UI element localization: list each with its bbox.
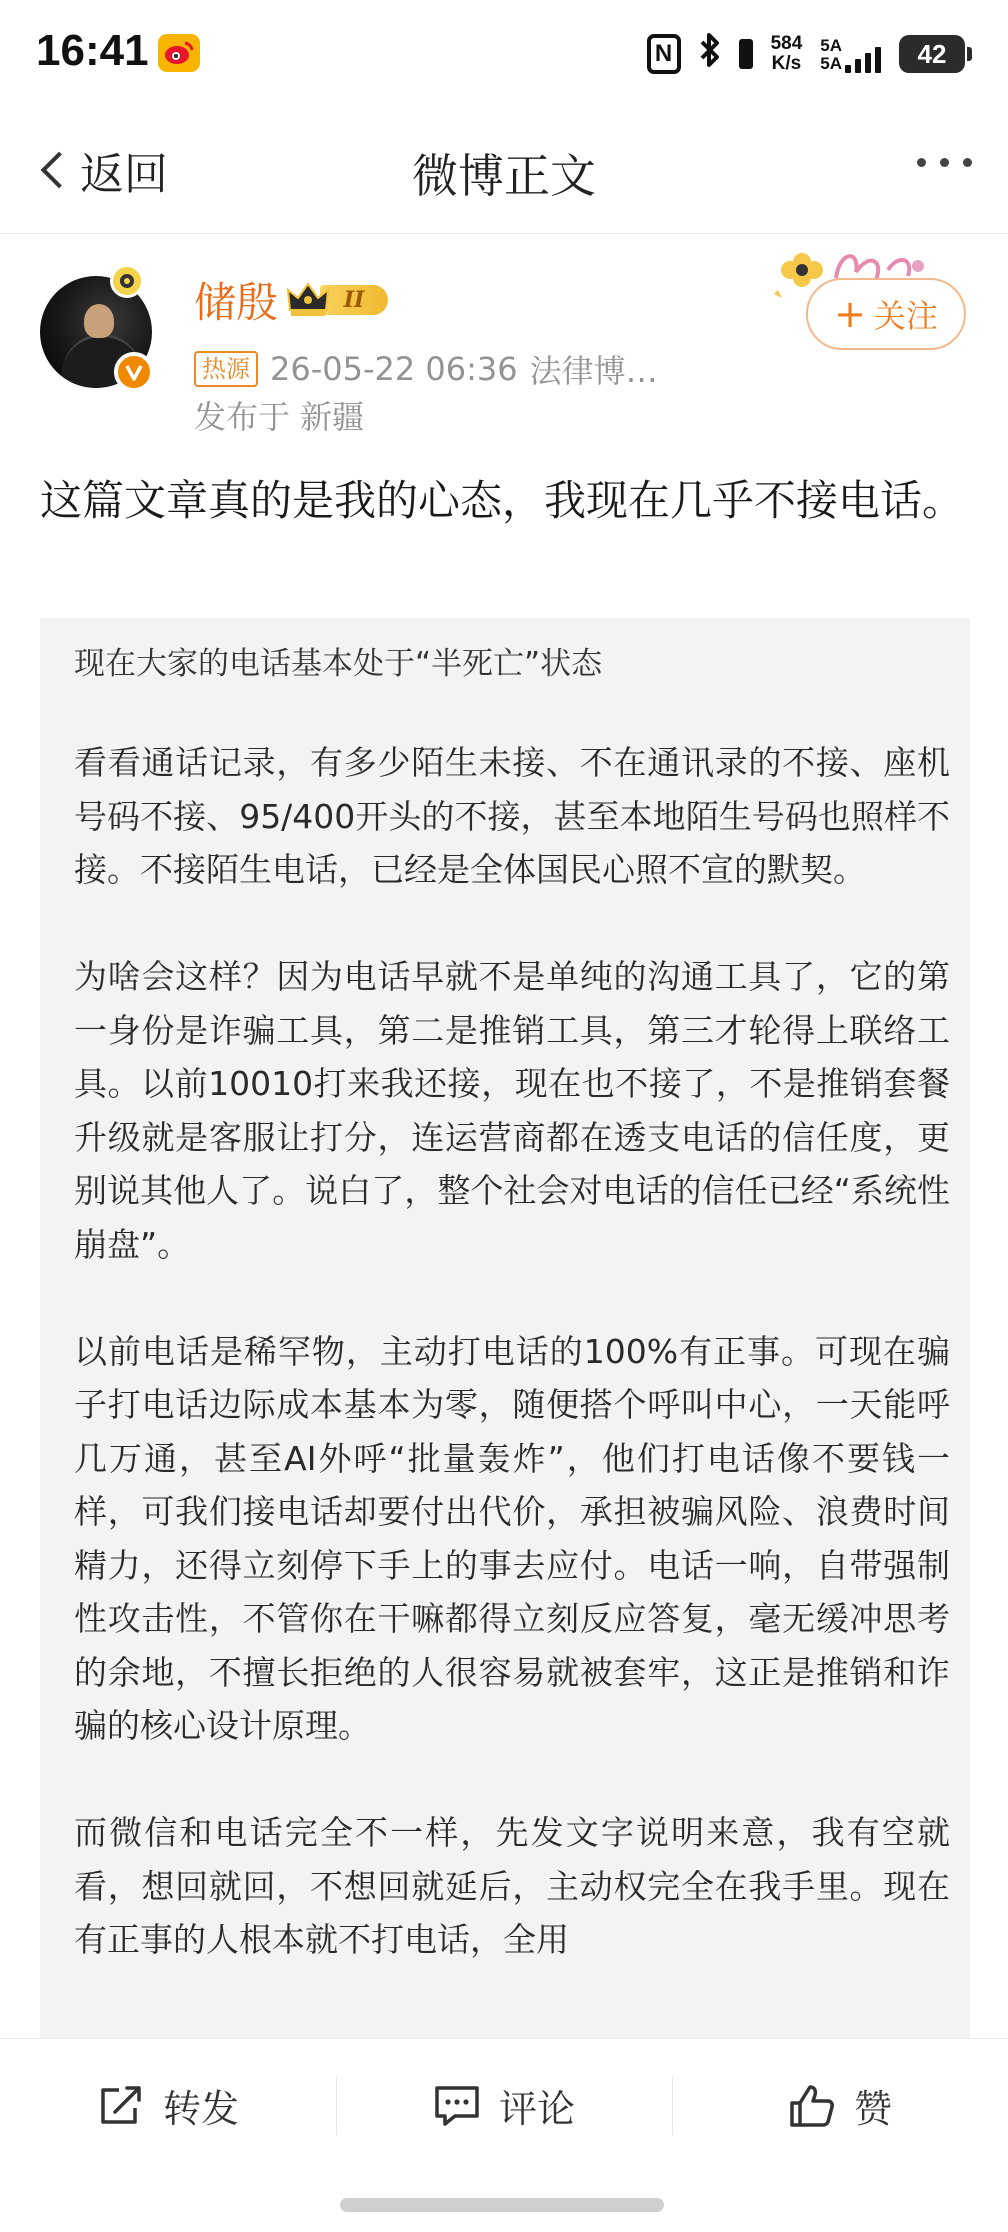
article-image[interactable] bbox=[40, 618, 970, 2038]
article-body bbox=[74, 736, 950, 2020]
comment-icon bbox=[433, 2084, 481, 2128]
follow-button[interactable] bbox=[806, 278, 966, 350]
member-level: II bbox=[320, 285, 388, 315]
crown-icon bbox=[286, 280, 330, 320]
status-icons bbox=[647, 30, 972, 78]
like-label: 赞 bbox=[853, 2087, 892, 2131]
nav-bar bbox=[0, 110, 1008, 234]
article-paragraph: 以前电话是稀罕物，主动打电话的100%有正事。可现在骗子打电话边际成本基本为零，随便搭个呼叫中心，一天能呼几万通，甚至AI外呼“批量轰炸”，他们打电话像不要钱一样，可我们接电话却要付出代价，承担被骗风险、浪费时间精力，还得立刻停下手上的事去应付。电话一响，自带强制性攻击性，不管你在干嘛都得立刻反应答复，毫无缓冲思考的余地，不擅长拒绝的人很容易就被套牢，这正是推销和诈骗的核心设计原理。 bbox=[74, 1331, 950, 1745]
like-button[interactable] bbox=[672, 2039, 1008, 2172]
page-title: 微博正文 bbox=[412, 149, 596, 203]
battery-level: 42 bbox=[899, 35, 965, 73]
comment-label: 评论 bbox=[498, 2087, 575, 2131]
sim2-label: 5A bbox=[820, 54, 842, 73]
battery-saver-icon bbox=[739, 39, 753, 69]
battery-icon bbox=[899, 35, 972, 73]
follow-label: 关注 bbox=[873, 297, 938, 335]
post-location: 发布于 新疆 bbox=[194, 398, 365, 436]
back-button[interactable] bbox=[36, 140, 168, 200]
member-badge[interactable] bbox=[286, 280, 398, 320]
back-label: 返回 bbox=[80, 149, 168, 200]
sim1-label: 5A bbox=[820, 36, 842, 55]
weibo-notification-icon bbox=[158, 34, 200, 72]
post-source: 法律博… bbox=[529, 352, 658, 390]
repost-button[interactable] bbox=[0, 2039, 336, 2172]
more-dots-icon bbox=[917, 158, 926, 167]
net-speed-value: 584 bbox=[770, 33, 803, 54]
avatar-pendant-icon bbox=[110, 264, 144, 298]
article-headline: 现在大家的电话基本处于“半死亡”状态 bbox=[74, 646, 603, 682]
repost-icon bbox=[97, 2084, 145, 2128]
net-speed-unit: K/s bbox=[771, 53, 802, 74]
nfc-icon: N bbox=[647, 34, 681, 74]
article-paragraph: 看看通话记录，有多少陌生未接、不在通讯录的不接、座机号码不接、95/400开头的不接，甚至本地陌生号码也照样不接。不接陌生电话，已经是全体国民心照不宣的默契。 bbox=[74, 743, 950, 889]
status-time: 16:41 bbox=[36, 26, 149, 75]
post-timestamp: 26-05-22 06:36 bbox=[270, 350, 518, 388]
hot-source-tag[interactable]: 热源 bbox=[194, 351, 258, 387]
comment-button[interactable] bbox=[336, 2039, 672, 2172]
post-text: 这篇文章真的是我的心态，我现在几乎不接电话。 bbox=[40, 476, 965, 525]
author-header bbox=[0, 234, 1008, 444]
signal-icon bbox=[820, 35, 881, 73]
post-meta bbox=[194, 346, 658, 392]
article-paragraph: 为啥会这样？因为电话早就不是单纯的沟通工具了，它的第一身份是诈骗工具，第二是推销工具，第三才轮得上联络工具。以前10010打来我还接，现在也不接了，不是推销套餐升级就是客服让打分，连运营商都在透支电话的信任度，更别说其他人了。说白了，整个社会对电话的信任已经“系统性崩盘”。 bbox=[74, 957, 950, 1264]
more-options-button[interactable] bbox=[917, 158, 972, 167]
home-indicator[interactable] bbox=[340, 2198, 664, 2212]
net-speed bbox=[771, 34, 803, 74]
status-bar bbox=[0, 0, 1008, 110]
action-bar bbox=[0, 2038, 1008, 2172]
bluetooth-icon bbox=[699, 32, 721, 77]
thumbs-up-icon bbox=[788, 2083, 836, 2129]
verified-badge-icon bbox=[114, 352, 154, 392]
author-name[interactable]: 储殷 bbox=[194, 278, 279, 327]
article-paragraph: 而微信和电话完全不一样，先发文字说明来意，我有空就看，想回就回，不想回就延后，主动权完全在我手里。现在有正事的人根本就不打电话，全用 bbox=[74, 1813, 950, 1959]
plus-icon: + bbox=[834, 292, 866, 336]
repost-label: 转发 bbox=[162, 2087, 239, 2131]
chevron-left-icon bbox=[41, 152, 78, 189]
